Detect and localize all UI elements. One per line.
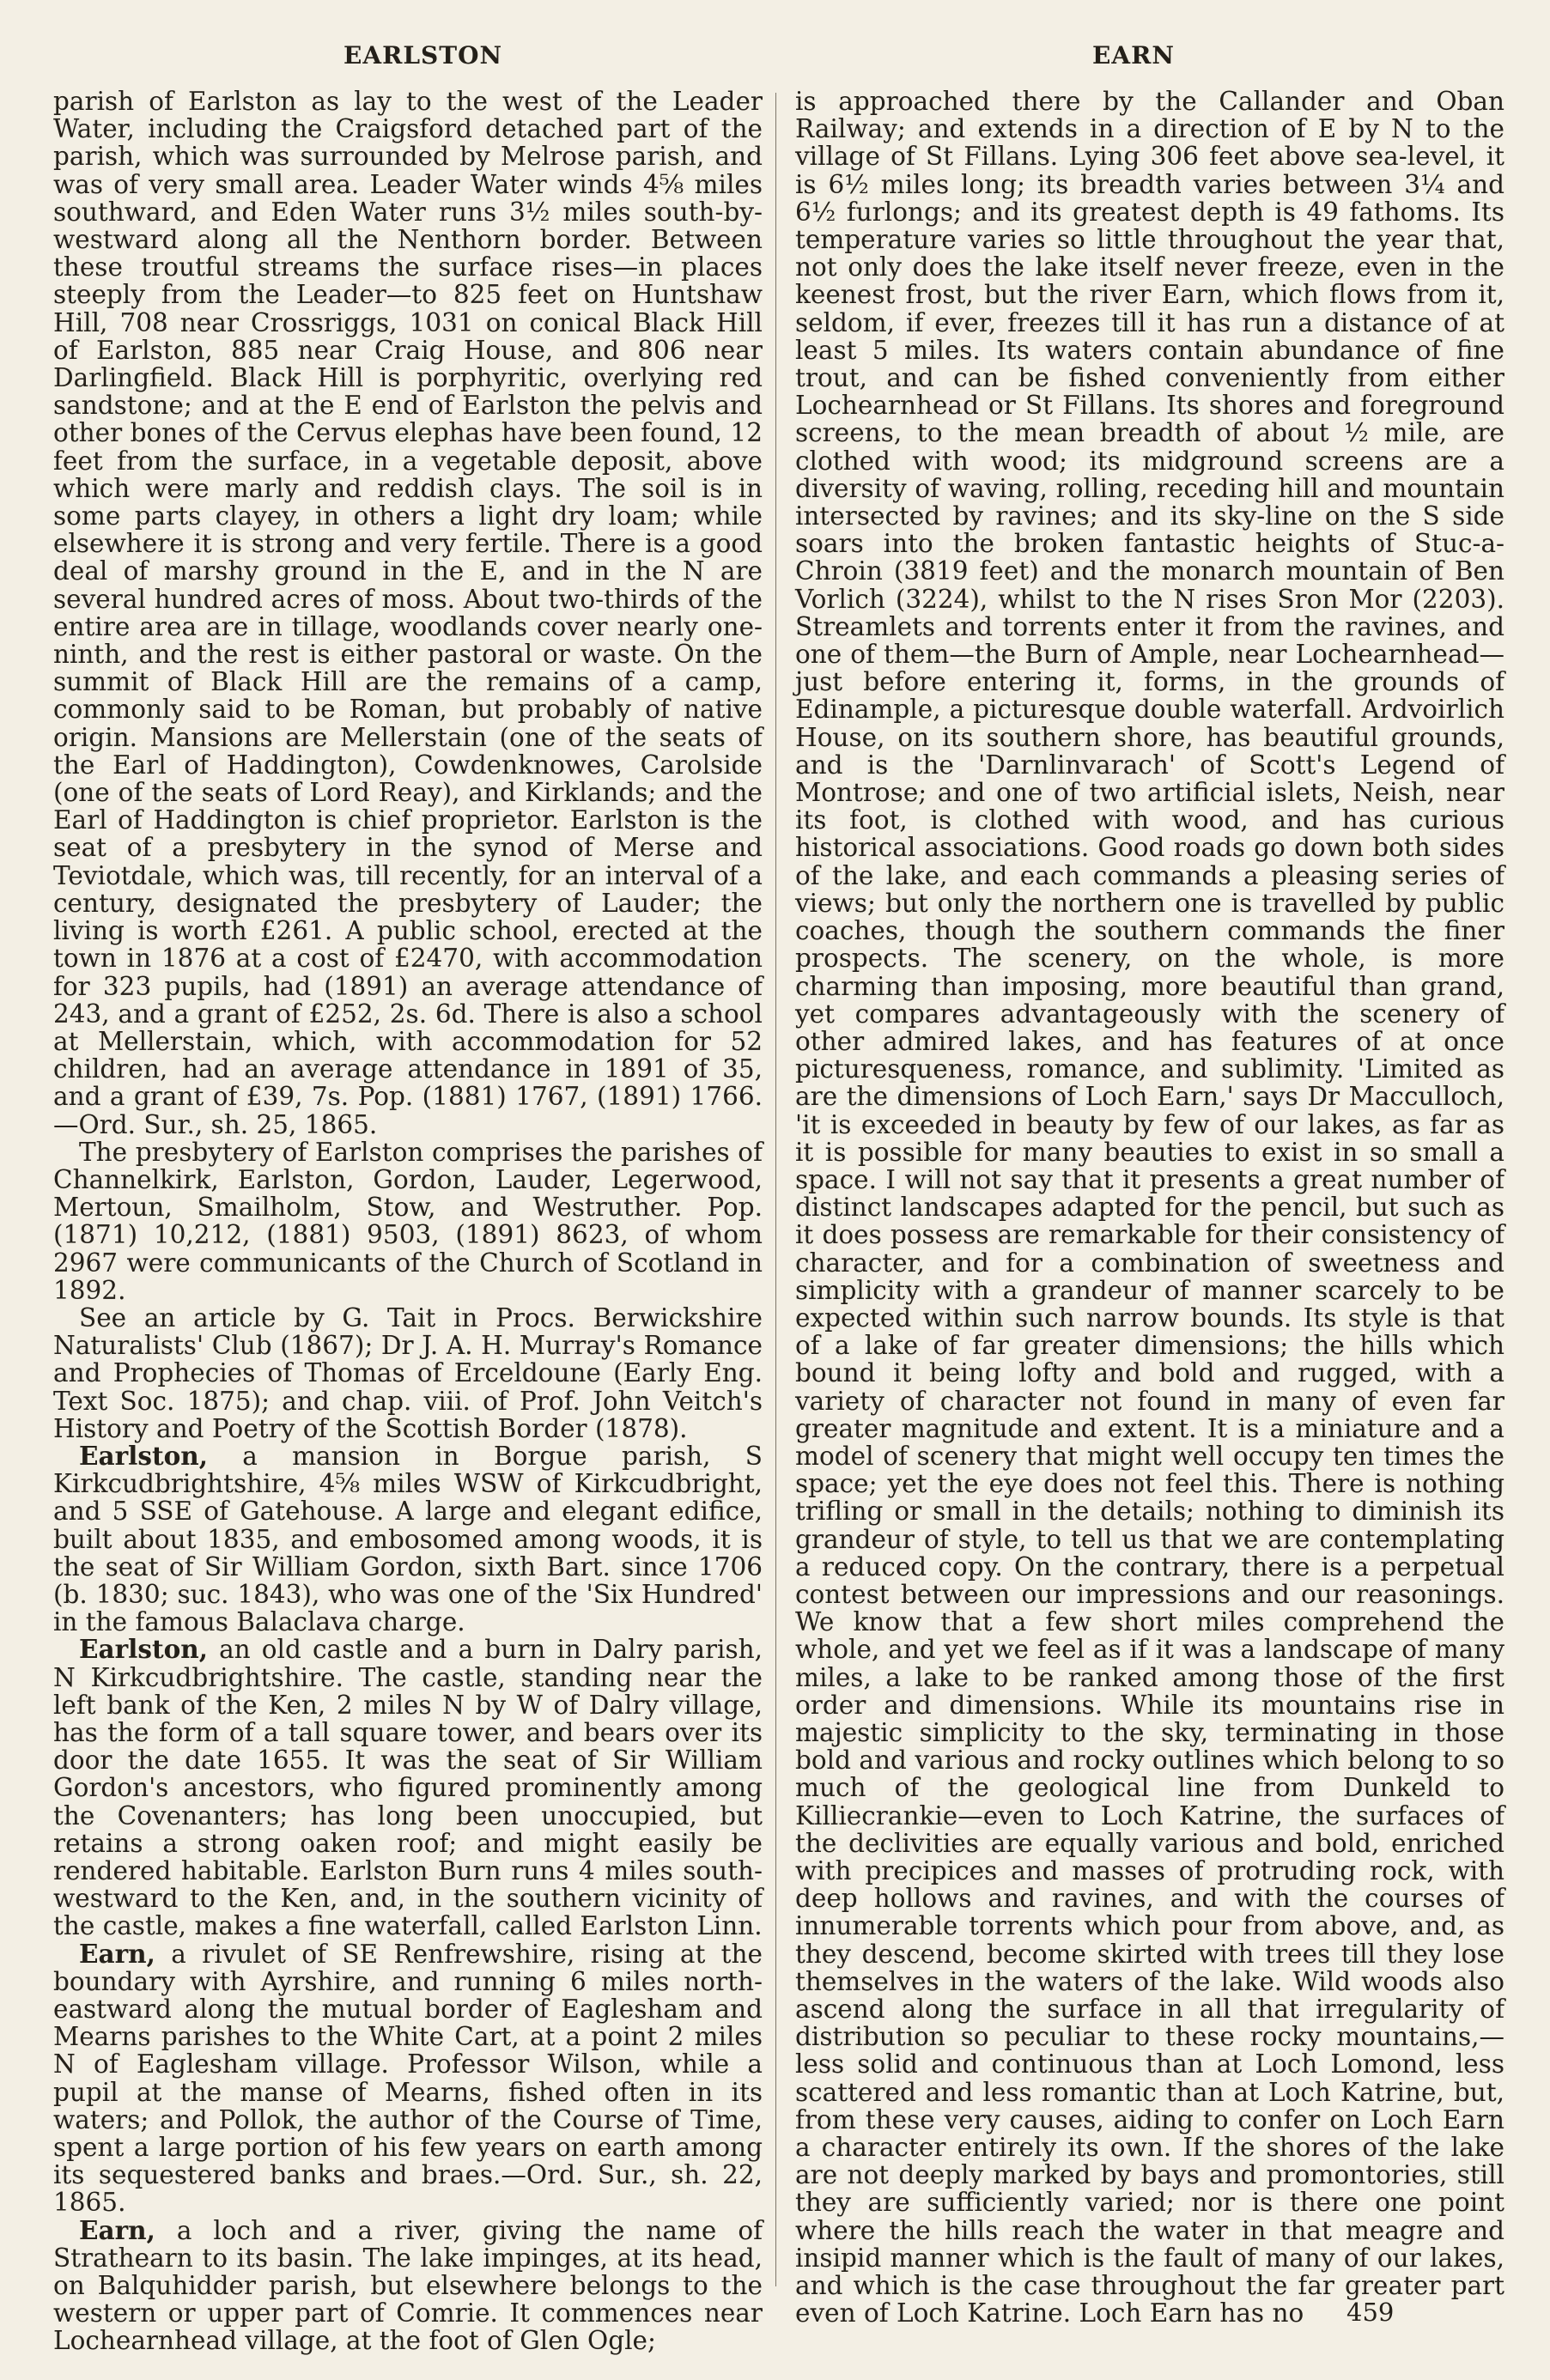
running-head-right: EARN bbox=[1092, 41, 1175, 70]
page-number: 459 bbox=[1346, 2298, 1395, 2327]
entry-paragraph: Earlston, an old castle and a burn in Dalry parish, N Kirkcudbrightshire. The castle, standing near the left bank of the Ken, 2 miles N by W of Dalry village, has the form of a tall square tower, and bears over its door the date 1655. It was the seat of Sir William Gordon's ancestors, who figured prominently among the Covenanters; has long been unoccupied, but retains a strong oaken roof; and might easily be rendered habitable. Earlston Burn runs 4 miles south-westward to the Ken, and, in the southern vicinity of the castle, makes a fine waterfall, called Earlston Linn. bbox=[53, 1634, 763, 1941]
column-divider bbox=[775, 93, 776, 2286]
paragraph: is approached there by the Callander and Oban Railway; and extends in a direction of E by N to the village of St Fillans. Lying 306 feet above sea-level, it is 6½ miles long; its breadth varies between 3¼ and 6½ furlongs; and its greatest depth is 49 fathoms. Its temperature varies so little throughout the year that, not only does the lake itself never freeze, even in the keenest frost, but the river Earn, which flows from it, seldom, if ever, freezes till it has run a distance of at least 5 miles. Its waters contain abundance of fine trout, and can be fished conveniently from either Lochearnhead or St Fillans. Its shores and foreground screens, to the mean breadth of about ½ mile, are clothed with wood; its midground screens are a diversity of waving, rolling, receding hill and mountain intersected by ravines; and its sky-line on the S side soars into the broken fantastic heights of Stuc-a-Chroin (3819 feet) and the monarch mountain of Ben Vorlich (3224), whilst to the N rises Sron Mor (2203). Streamlets and torrents enter it from the ravines, and one of them—the Burn of Ample, near Lochearnhead—just before entering it, forms, in the grounds of Edinample, a picturesque double waterfall. Ardvoirlich House, on its southern shore, has beautiful grounds, and is the 'Darnlinvarach' of Scott's Legend of Montrose; and one of two artificial islets, Neish, near its foot, is clothed with wood, and has curious historical associations. Good roads go down both sides of the lake, and each commands a pleasing series of views; but only the northern one is travelled by public coaches, though the southern commands the finer prospects. The scenery, on the whole, is more charming than imposing, more beautiful than grand, yet compares advantageously with the scenery of other admired lakes, and has features of at once picturesqueness, romance, and sublimity. 'Limited as are the dimensions of Loch Earn,' says Dr Macculloch, 'it is exceeded in beauty by few of our lakes, as far as it is possible for many beauties to exist in so small a space. I will not say that it presents a great number of distinct landscapes adapted for the pencil, but such as it does possess are remarkable for their consistency of character, and for a combination of sweetness and simplicity with a grandeur of manner scarcely to be expected within such narrow bounds. Its style is that of a lake of far greater dimensions; the hills which bound it being lofty and bold and rugged, with a variety of character not found in many of even far greater magnitude and extent. It is a miniature and a model of scenery that might well occupy ten times the space; yet the eye does not feel this. There is nothing trifling or small in the details; nothing to diminish its grandeur of style, to tell us that we are contemplating a reduced copy. On the contrary, there is a perpetual contest between our impressions and our reasonings. We know that a few short miles comprehend the whole, and yet we feel as if it was a landscape of many miles, a lake to be ranked among those of the first order and dimensions. While its mountains rise in majestic simplicity to the sky, terminating in those bold and various and rocky outlines which belong to so much of the geological line from Dunkeld to Killiecrankie—even to Loch Katrine, the surfaces of the declivities are equally various and bold, enriched with precipices and masses of protruding rock, with deep hollows and ravines, and with the courses of innumerable torrents which pour from above, and, as they descend, become skirted with trees till they lose themselves in the waters of the lake. Wild woods also ascend along the surface in all that irregularity of distribution so peculiar to these rocky mountains,—less solid and continuous than at Loch Lomond, less scattered and less romantic than at Loch Katrine, but, from these very causes, aiding to confer on Loch Earn a character entirely its own. If the shores of the lake are not deeply marked by bays and promontories, still they are sufficiently varied; nor is there one point where the hills reach the water in that meagre and insipid manner which is the fault of many of our lakes, and which is the case throughout the far greater part even of Loch Katrine. Loch Earn has no bbox=[795, 87, 1504, 2328]
paragraph: See an article by G. Tait in Procs. Berwickshire Naturalists' Club (1867); Dr J. A. H. Murray's Romance and Prophecies of Thomas of Erceldoune (Early Eng. Text Soc. 1875); and chap. viii. of Prof. John Veitch's History and Poetry of the Scottish Border (1878). bbox=[53, 1302, 763, 1443]
paragraph: The presbytery of Earlston comprises the parishes of Channelkirk, Earlston, Gordon, Lauder, Legerwood, Mertoun, Smailholm, Stow, and Westruther. Pop. (1871) 10,212, (1881) 9503, (1891) 8623, of whom 2967 were communicants of the Church of Scotland in 1892. bbox=[53, 1137, 763, 1305]
entry-headword: Earn, bbox=[79, 2214, 155, 2245]
entry-headword: Earlston, bbox=[79, 1634, 208, 1665]
entry-paragraph: Earn, a loch and a river, giving the name of Strathearn to its basin. The lake impinges, at its head, on Balquhidder parish, but elsewhere belongs to the western or upper part of Comrie. It commences near Lochearnhead village, at the foot of Glen Ogle; bbox=[53, 2214, 763, 2356]
running-head-left: EARLSTON bbox=[343, 41, 503, 70]
entry-paragraph: Earlston, a mansion in Borgue parish, S Kirkcudbrightshire, 4⅝ miles WSW of Kirkcudbright, and 5 SSE of Gatehouse. A large and elegant edifice, built about 1835, and embosomed among woods, it is the seat of Sir William Gordon, sixth Bart. since 1706 (b. 1830; suc. 1843), who was one of the 'Six Hundred' in the famous Balaclava charge. bbox=[53, 1440, 763, 1637]
entry-paragraph: Earn, a rivulet of SE Renfrewshire, rising at the boundary with Ayrshire, and running 6 miles north-eastward along the mutual border of Eaglesham and Mearns parishes to the White Cart, at a point 2 miles N of Eaglesham village. Professor Wilson, while a pupil at the manse of Mearns, fished often in its waters; and Pollok, the author of the Course of Time, spent a large portion of his few years on earth among its sequestered banks and braes.—Ord. Sur., sh. 22, 1865. bbox=[53, 1938, 763, 2218]
paragraph: parish of Earlston as lay to the west of the Leader Water, including the Craigsford detached part of the parish, which was surrounded by Melrose parish, and was of very small area. Leader Water winds 4⅝ miles southward, and Eden Water runs 3½ miles south-by-westward along all the Nenthorn border. Between these troutful streams the surface rises—in places steeply from the Leader—to 825 feet on Huntshaw Hill, 708 near Crossriggs, 1031 on conical Black Hill of Earlston, 885 near Craig House, and 806 near Darlingfield. Black Hill is porphyritic, overlying red sandstone; and at the E end of Earlston the pelvis and other bones of the Cervus elephas have been found, 12 feet from the surface, in a vegetable deposit, above which were marly and reddish clays. The soil is in some parts clayey, in others a light dry loam; while elsewhere it is strong and very fertile. There is a good deal of marshy ground in the E, and in the N are several hundred acres of moss. About two-thirds of the entire area are in tillage, woodlands cover nearly one-ninth, and the rest is either pastoral or waste. On the summit of Black Hill are the remains of a camp, commonly said to be Roman, but probably of native origin. Mansions are Mellerstain (one of the seats of the Earl of Haddington), Cowdenknowes, Carolside (one of the seats of Lord Reay), and Kirklands; and the Earl of Haddington is chief proprietor. Earlston is the seat of a presbytery in the synod of Merse and Teviotdale, which was, till recently, for an interval of a century, designated the presbytery of Lauder; the living is worth £261. A public school, erected at the town in 1876 at a cost of £2470, with accommodation for 323 pupils, had (1891) an average attendance of 243, and a grant of £252, 2s. 6d. There is also a school at Mellerstain, which, with accommodation for 52 children, had an average attendance in 1891 of 35, and a grant of £39, 7s. Pop. (1881) 1767, (1891) 1766.—Ord. Sur., sh. 25, 1865. bbox=[53, 87, 763, 1139]
entry-headword: Earn, bbox=[79, 1938, 155, 1969]
entry-headword: Earlston, bbox=[79, 1440, 208, 1471]
left-column bbox=[53, 87, 763, 2356]
